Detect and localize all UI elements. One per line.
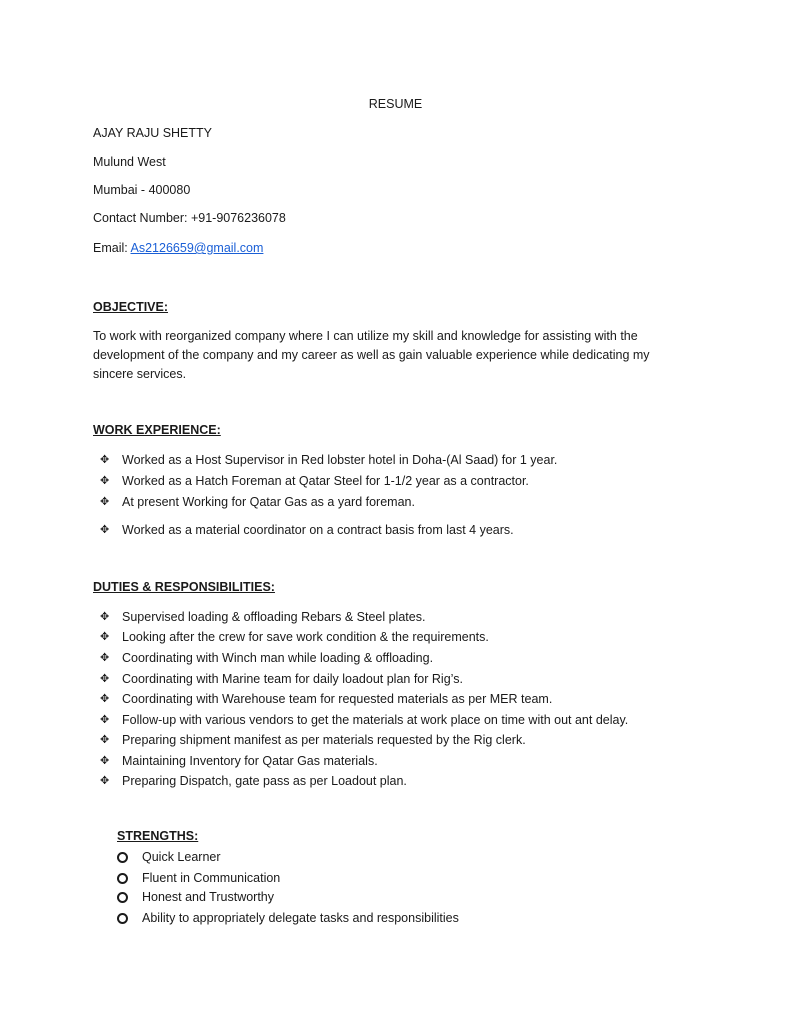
circle-bullet-icon xyxy=(117,892,128,903)
bullet-icon: ✥ xyxy=(100,475,110,487)
bullet-icon: ✥ xyxy=(100,673,110,685)
objective-text: To work with reorganized company where I can utilize my skill and knowledge for assisting with the development of the company and my career as well as gain valuable experience while dedicating my sincere services. xyxy=(93,329,650,381)
candidate-name: AJAY RAJU SHETTY xyxy=(93,126,213,140)
circle-bullet-icon xyxy=(117,873,128,884)
address-line-2: Mumbai - 400080 xyxy=(93,183,191,197)
objective-heading: OBJECTIVE: xyxy=(93,300,169,314)
circle-bullet-icon xyxy=(117,852,128,863)
duties-heading: DUTIES & RESPONSIBILITIES: xyxy=(93,580,275,594)
bullet-icon: ✥ xyxy=(100,631,110,643)
bullet-icon: ✥ xyxy=(100,524,110,536)
email-line xyxy=(93,241,263,255)
bullet-icon: ✥ xyxy=(100,496,110,508)
bullet-icon: ✥ xyxy=(100,714,110,726)
email-label: Email: xyxy=(93,241,131,255)
bullet-icon: ✥ xyxy=(100,454,110,466)
bullet-icon: ✥ xyxy=(100,652,110,664)
contact-number: Contact Number: +91-9076236078 xyxy=(93,211,286,225)
bullet-icon: ✥ xyxy=(100,734,110,746)
bullet-icon: ✥ xyxy=(100,755,110,767)
circle-bullet-icon xyxy=(117,913,128,924)
bullet-icon: ✥ xyxy=(100,693,110,705)
document-title: RESUME xyxy=(368,97,423,111)
resume-page: RESUME AJAY RAJU SHETTY Mulund West Mumbai - 400080 Contact Number: +91-9076236078 Email: As2126659@gmail.com OBJECTIVE: To work with reorganized company where I can utilize my skill and knowledge for assisting with the development of the company and my career as well as gain valuable experience while dedicating my sincere services. WORK EXPERIENCE: ✥ Worked as a Host Supervisor in Red lobster hotel in Doha-(Al Saad) for 1 year. ✥ Worked as a Hatch Foreman at Qatar Steel for 1-1/2 year as a contractor. ✥ At present Working for Qatar Gas as a yard foreman. ✥ Worked as a material coordinator on a contract basis from last 4 years. DUTIES & RESPONSIBILITIES: ✥ Supervised loading & offloading Rebars & Steel plates. ✥ Looking after the crew for save work condition & the requirements. ✥ Coordinating with Winch man while loading & offloading. ✥ Coordinating with Marine team for daily loadout plan for Rig’s. ✥ Coordinating with Warehouse team for requested materials as per MER team. ✥ Follow-up with various vendors to get the materials at work place on time with out ant delay. ✥ Preparing shipment manifest as per materials requested by the Rig clerk. ✥ Maintaining Inventory for Qatar Gas materials. ✥ Preparing Dispatch, gate pass as per Loadout plan. STRENGTHS: Quick Learner Fluent in Communication Honest and Trustworthy Ability to appropriately delegate tasks and responsibilities xyxy=(0,0,791,1024)
strengths-heading: STRENGTHS: xyxy=(117,829,199,843)
address-line-1: Mulund West xyxy=(93,155,166,169)
bullet-icon: ✥ xyxy=(100,775,110,787)
email-link[interactable]: As2126659@gmail.com xyxy=(130,241,264,255)
work-experience-heading: WORK EXPERIENCE: xyxy=(93,423,221,437)
bullet-icon: ✥ xyxy=(100,611,110,623)
